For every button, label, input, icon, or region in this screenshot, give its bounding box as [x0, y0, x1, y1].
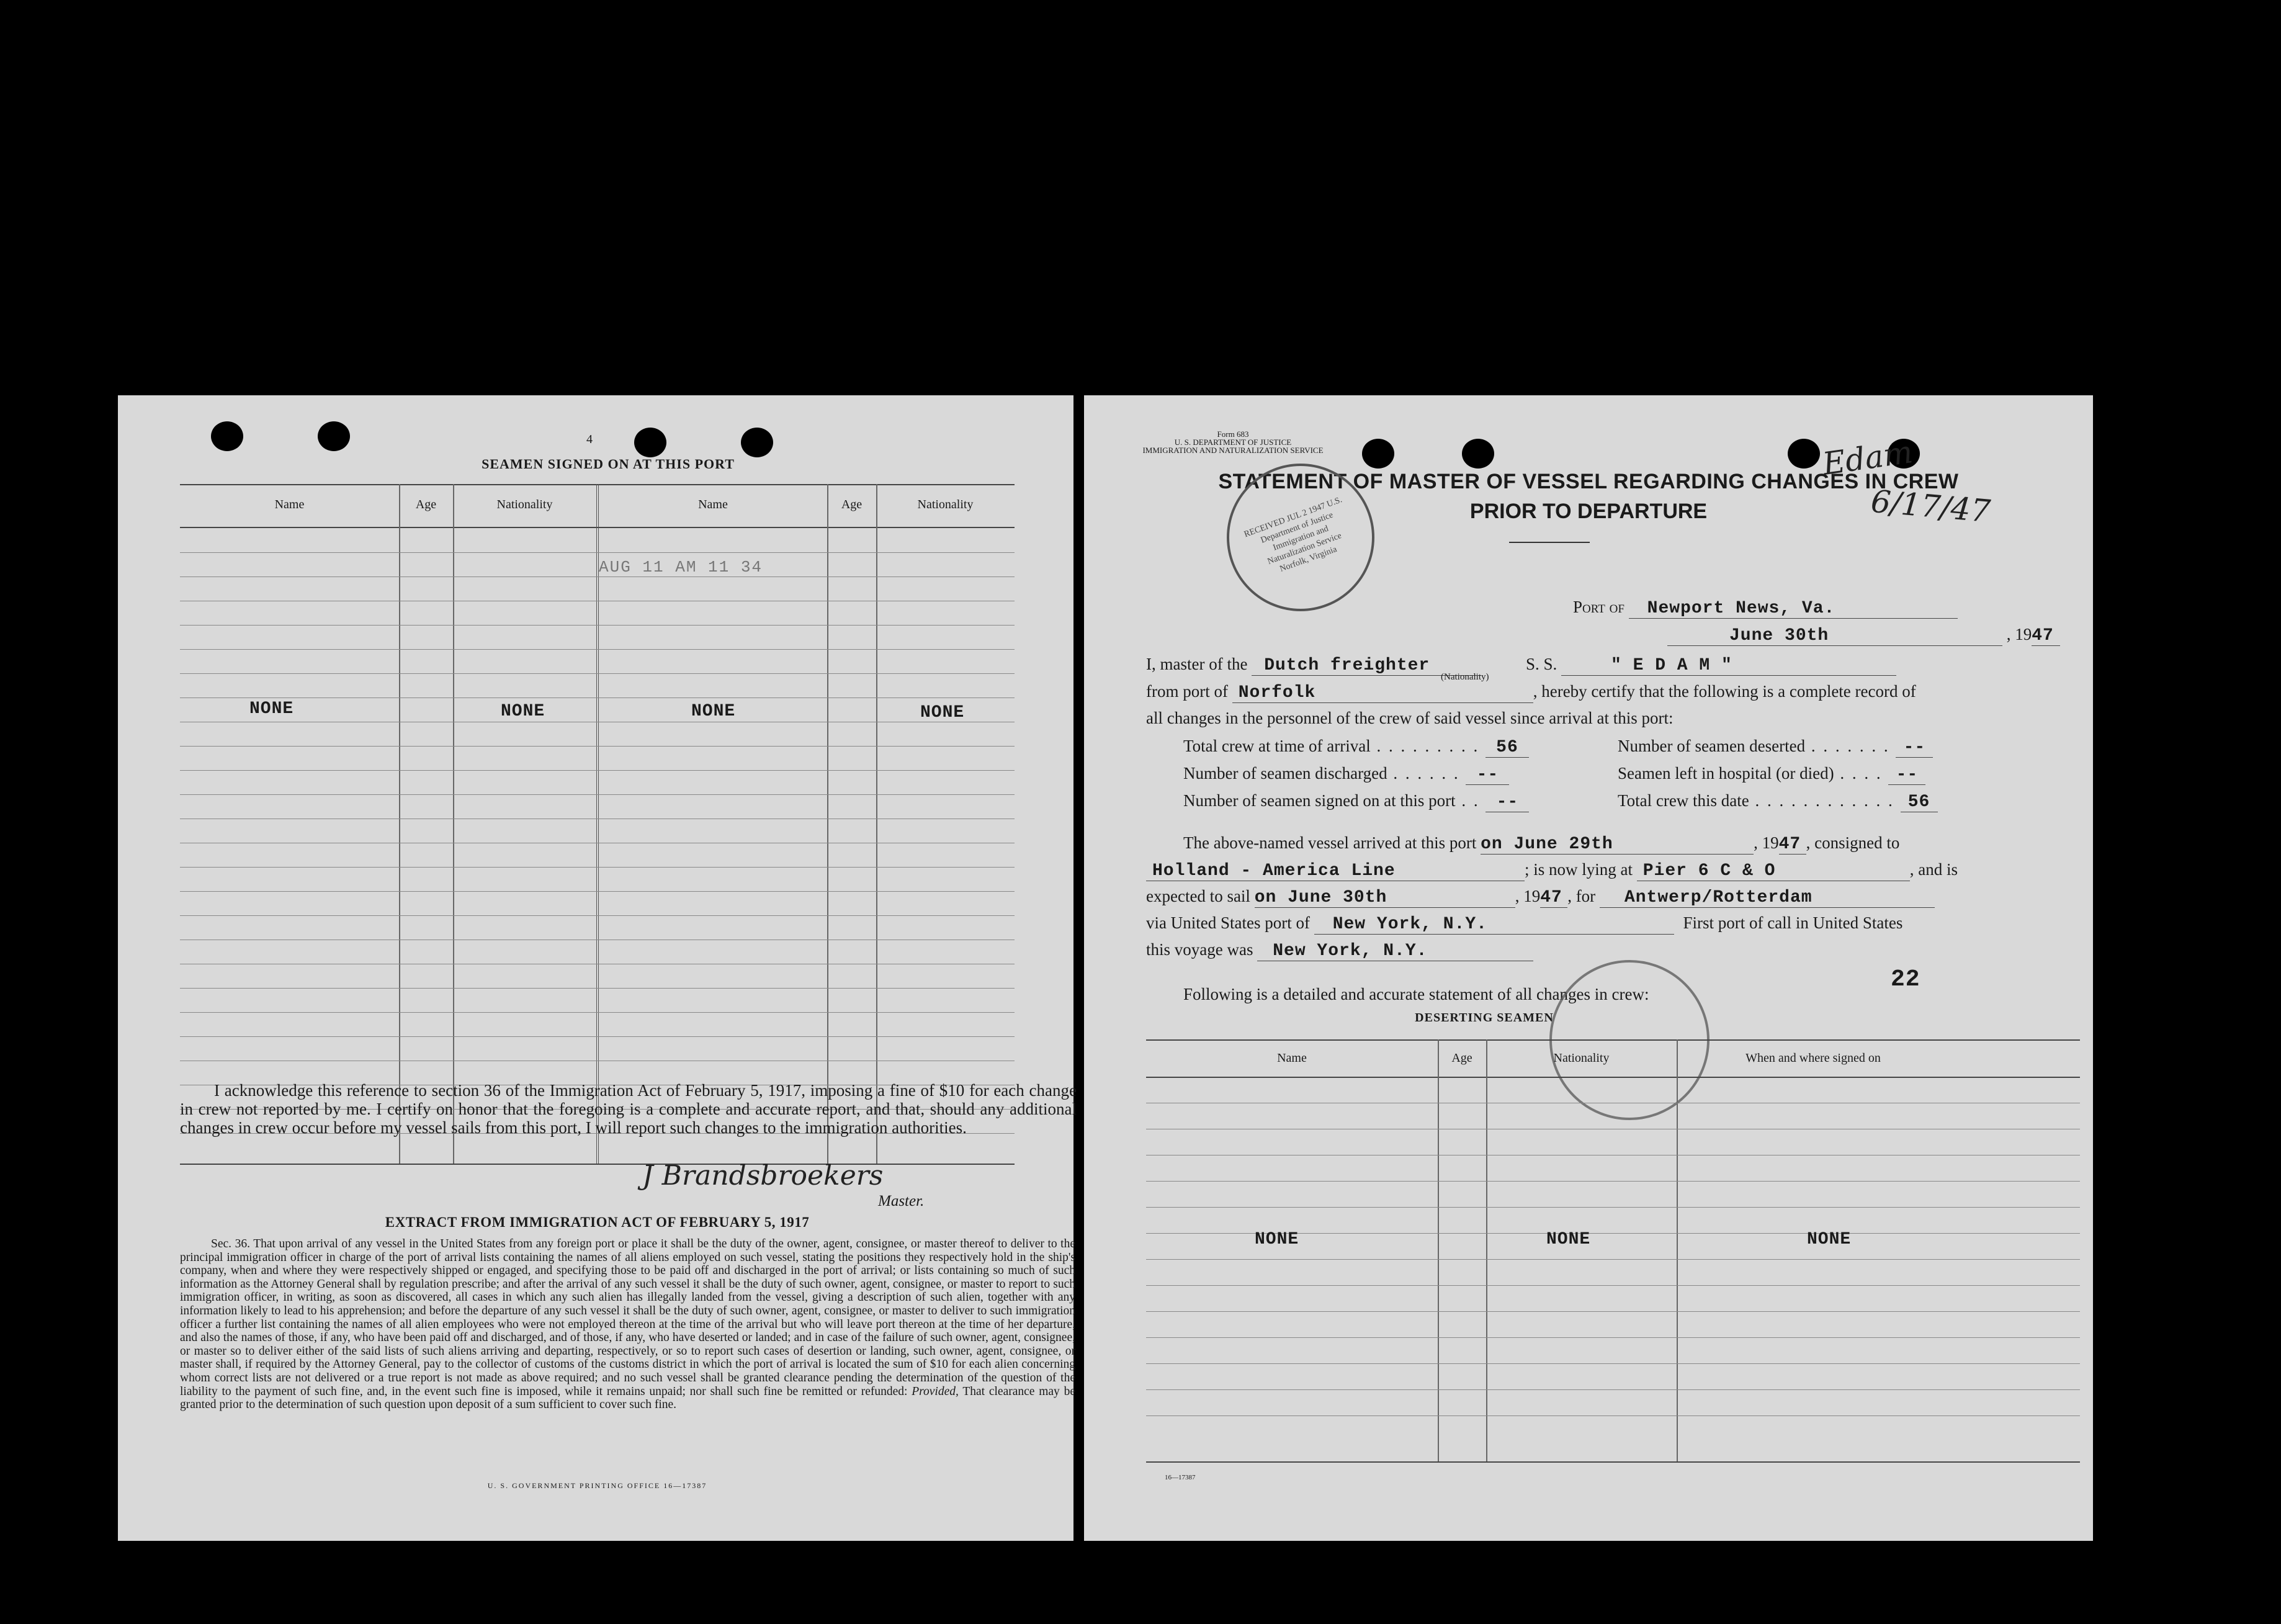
entry-none: NONE	[920, 703, 965, 722]
vessel-nationality: Dutch freighter	[1252, 656, 1481, 676]
entry-none: NONE	[501, 702, 545, 721]
row-rule	[1146, 1415, 2080, 1416]
col-header-age: Age	[1451, 1051, 1472, 1065]
col-header-nationality: Nationality	[496, 498, 553, 511]
stat-signed-on: Number of seamen signed on at this port . . --	[1183, 791, 1611, 812]
extract-section-label: Sec. 36.	[211, 1237, 250, 1250]
row-rule	[1146, 1285, 2080, 1286]
sail-line: expected to sail on June 30th , 1947 , for Antwerp/Rotterdam	[1146, 887, 2095, 908]
col-header-nationality: Nationality	[1553, 1051, 1610, 1065]
stat-label: Number of seamen signed on at this port	[1183, 791, 1456, 810]
consignee-line	[1146, 860, 2095, 881]
nationality-caption: (Nationality)	[1441, 672, 1489, 682]
row-rule	[180, 625, 1015, 626]
lying-text: ; is now lying at	[1525, 860, 1633, 879]
col-header-name: Name	[698, 498, 728, 511]
stat-value: 56	[1901, 792, 1938, 812]
row-rule	[180, 915, 1015, 916]
form-number: Form 683	[1217, 429, 1249, 439]
entry-none: NONE	[691, 702, 736, 721]
column-divider	[399, 484, 400, 1164]
stat-value: 56	[1486, 738, 1529, 758]
stat-value: --	[1486, 792, 1529, 812]
col-header-name: Name	[274, 498, 305, 511]
row-rule	[180, 1012, 1015, 1013]
extract-tail: That clearance may be granted prior to the determination of such question upon deposit of a sum sufficient to cover such fine.	[180, 1384, 1076, 1412]
destination-value: Antwerp/Rotterdam	[1600, 888, 1935, 908]
col-header-name: Name	[1277, 1051, 1307, 1065]
row-rule	[180, 649, 1015, 650]
entry-none: NONE	[1807, 1230, 1852, 1249]
stat-deserted: Number of seamen deserted . . . . . . . --	[1618, 737, 2064, 758]
pier-value: Pier 6 C & O	[1637, 861, 1910, 881]
for-text: , for	[1567, 887, 1596, 905]
arrived-date: on June 29th	[1481, 835, 1754, 855]
handwritten-vessel-name: Edam	[1820, 434, 1916, 482]
ship-name: " E D A M "	[1561, 656, 1896, 676]
row-rule	[1146, 1337, 2080, 1338]
stat-label: Seamen left in hospital (or died)	[1618, 764, 1834, 783]
col-header-nationality: Nationality	[917, 498, 974, 511]
deserting-title: DESERTING SEAMEN	[1415, 1011, 1554, 1025]
punch-hole	[741, 428, 773, 457]
column-divider	[596, 484, 599, 1164]
handwritten-date: 6/17/47	[1869, 483, 1992, 530]
via-text: via United States port of	[1146, 913, 1310, 932]
printing-code: 16—17387	[1165, 1474, 1196, 1481]
entry-none: NONE	[1546, 1230, 1591, 1249]
received-stamp-text: RECEIVED JUL 2 1947 U.S. Department of Justice Immigration and Naturalization Service Norfolk, Virginia	[1243, 495, 1343, 574]
punch-hole	[1362, 439, 1394, 469]
sail-year: 47	[1540, 888, 1567, 908]
master-signature: J Brandsbroekers	[642, 1160, 884, 1191]
and-is-text: , and is	[1909, 860, 1958, 879]
punch-hole	[211, 421, 243, 451]
row-rule	[1146, 1259, 2080, 1260]
stat-total-date: Total crew this date . . . . . . . . . . . . 56	[1618, 791, 2064, 812]
department: U. S. DEPARTMENT OF JUSTICE	[1174, 437, 1292, 447]
master-line	[1146, 655, 2077, 676]
consigned-text: , consigned to	[1806, 833, 1900, 852]
master-label: Master.	[878, 1193, 925, 1209]
punch-hole	[318, 421, 350, 451]
punch-hole	[1462, 439, 1494, 469]
row-rule	[180, 673, 1015, 674]
via-port-value: New York, N.Y.	[1314, 915, 1674, 935]
all-changes-text: all changes in the personnel of the crew of said vessel since arrival at this port:	[1146, 709, 1674, 727]
printing-office: U. S. GOVERNMENT PRINTING OFFICE 16—17387	[487, 1481, 707, 1490]
year-prefix: 19	[2015, 625, 2032, 644]
date-line: June 30th , 1947	[1667, 625, 2089, 646]
stat-hospital: Seamen left in hospital (or died) . . . . --	[1618, 764, 2064, 785]
certify-text: , hereby certify that the following is a complete record of	[1533, 682, 1916, 701]
statement-title: STATEMENT OF MASTER OF VESSEL REGARDING CHANGES IN CREW	[1218, 470, 1959, 493]
entry-none: NONE	[1255, 1230, 1299, 1249]
left-page	[118, 395, 1077, 1541]
date-value: June 30th	[1667, 626, 2002, 646]
row-rule	[180, 770, 1015, 771]
voyage-line	[1146, 940, 2095, 961]
stat-label: Total crew this date	[1618, 791, 1749, 810]
arrived-text: The above-named vessel arrived at this port	[1183, 833, 1477, 852]
column-divider	[453, 484, 454, 1164]
table-top-rule	[1146, 1039, 2080, 1041]
via-line	[1146, 913, 2095, 935]
file-number: 22	[1891, 966, 1920, 993]
service: IMMIGRATION AND NATURALIZATION SERVICE	[1142, 446, 1324, 455]
this-voyage-text: this voyage was	[1146, 940, 1253, 959]
date-stamp: AUG 11 AM 11 34	[599, 558, 763, 576]
port-label: Port of	[1573, 598, 1624, 616]
master-label: I, master of the	[1146, 655, 1248, 673]
row-rule	[180, 988, 1015, 989]
seamen-signed-on-title: SEAMEN SIGNED ON AT THIS PORT	[482, 456, 735, 472]
row-rule	[1146, 1389, 2080, 1390]
statement-subtitle: PRIOR TO DEPARTURE	[1469, 500, 1708, 523]
form-header	[1121, 430, 1345, 454]
arrived-year: 47	[1779, 835, 1806, 855]
ss-label: S. S.	[1525, 655, 1557, 673]
stat-discharged: Number of seamen discharged . . . . . . --	[1183, 764, 1611, 785]
stat-value: --	[1466, 765, 1509, 785]
page-number: 4	[586, 433, 593, 446]
col-header-age: Age	[415, 498, 437, 511]
col-header-age: Age	[841, 498, 863, 511]
extract-provided: Provided,	[912, 1384, 959, 1398]
stat-total-arrival: Total crew at time of arrival . . . . . . . . . 56	[1183, 737, 1611, 758]
consignee-value: Holland - America Line	[1146, 861, 1525, 881]
row-rule	[1146, 1363, 2080, 1364]
column-divider	[827, 484, 828, 1164]
arrived-line: The above-named vessel arrived at this port on June 29th , 1947 , consigned to	[1183, 833, 1900, 854]
row-rule	[180, 552, 1015, 553]
following-text: Following is a detailed and accurate statement of all changes in crew:	[1183, 985, 1649, 1003]
port-line	[1573, 598, 2088, 619]
title-rule	[1509, 542, 1590, 543]
punch-hole	[634, 428, 666, 457]
row-rule	[180, 794, 1015, 795]
from-port-line	[1146, 682, 2095, 703]
from-port-value: Norfolk	[1232, 683, 1533, 703]
row-rule	[180, 576, 1015, 577]
year-value: 47	[2032, 626, 2060, 646]
entry-none: NONE	[249, 699, 294, 719]
acknowledgment-text: I acknowledge this reference to section 36 of the Immigration Act of February 5, 1917, imposing a fine of $10 for each change in crew not reported by me. I certify on honor that the foregoing is a complete and accurate report, and that, should any additional changes in crew occur before my vessel sails from this port, I will report such changes to the immigration authorities.	[180, 1081, 1077, 1137]
table-bottom-rule	[1146, 1461, 2080, 1463]
stat-value: --	[1896, 738, 1933, 758]
port-value: Newport News, Va.	[1629, 599, 1958, 619]
row-rule	[180, 891, 1015, 892]
received-stamp	[1227, 464, 1374, 611]
first-port-value: New York, N.Y.	[1257, 941, 1533, 961]
stat-label: Total crew at time of arrival	[1183, 737, 1371, 755]
stat-label: Number of seamen deserted	[1618, 737, 1806, 755]
row-rule	[1146, 1181, 2080, 1182]
row-rule	[180, 746, 1015, 747]
col-header-signed-on: When and where signed on	[1745, 1051, 1881, 1065]
right-page	[1084, 395, 2093, 1541]
row-rule	[1146, 1207, 2080, 1208]
extract-body: That upon arrival of any vessel in the United States from any foreign port or place it shall be the duty of the owner, agent, consignee, or master thereof to deliver to the principal immigration officer in charge of the port of arrival lists containing the names of all aliens employed on such vessel, stating the positions they respectively hold in the ship's company, when and where they were respectively shipped or engaged, and specifying those to be paid off and discharged in the port of arrival; or lists containing so much of such information as the Attorney General shall by regulation prescribe; and after the arrival of any such vessel it shall be the duty of such owner, agent, consignee, or master to report to such immigration officer, in writing, as soon as discovered, all cases in which any such alien has illegally landed from the vessel, giving a description of such alien, together with any information likely to lead to his apprehension; and before the departure of any such vessel it shall be the duty of such owner, agent, consignee, or master to deliver to such immigration officer a further list containing the names of all alien employees who were not employed thereon at the time of the arrival but who will leave port thereon at the time of her departure, and also the names of those, if any, who have been paid off and discharged, and of those, if any, who have deserted or landed; and in case of the failure of such owner, agent, consignee, or master so to deliver either of the said lists of such aliens arriving and departing, respectively, or so to report such cases of desertion or landing, such owner, agent, consignee, or master shall, if required by the Attorney General, pay to the collector of customs of the customs district in which the port of arrival is located the sum of $10 for each alien concerning whom correct lists are not delivered or a true report is not made as above required; and no such vessel shall be granted clearance pending the determination of the question of the liability to the payment of such fine, and, in the event such fine is imposed, while it remains unpaid; nor shall such fine be remitted or refunded:	[180, 1237, 1075, 1398]
table-header-rule	[1146, 1077, 2080, 1078]
sail-date: on June 30th	[1255, 888, 1515, 908]
first-port-text: First port of call in United States	[1683, 913, 1903, 932]
expected-text: expected to sail	[1146, 887, 1250, 905]
row-rule	[1146, 1311, 2080, 1312]
extract-title: EXTRACT FROM IMMIGRATION ACT OF FEBRUARY 5, 1917	[385, 1214, 810, 1230]
row-rule	[180, 867, 1015, 868]
column-divider	[876, 484, 877, 1164]
punch-hole	[1788, 439, 1820, 469]
stat-label: Number of seamen discharged	[1183, 764, 1387, 783]
from-port-label: from port of	[1146, 682, 1228, 701]
extract-text	[180, 1237, 1075, 1412]
stat-value: --	[1888, 765, 1925, 785]
row-rule	[180, 1036, 1015, 1037]
